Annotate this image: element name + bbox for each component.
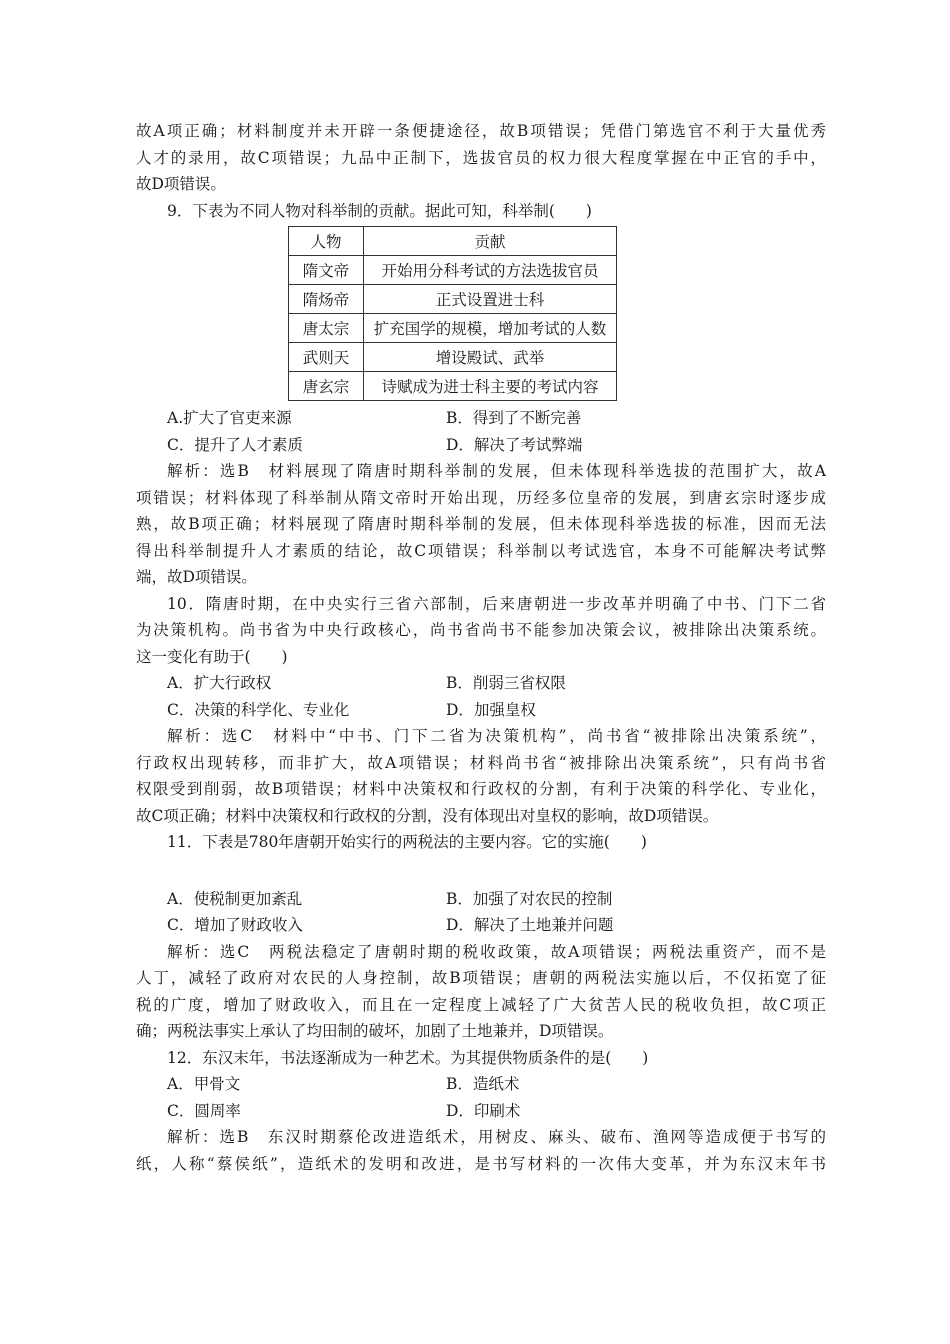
analysis-line: 确；两税法事实上承认了均田制的破坏，加剧了土地兼并，D项错误。 [136,1022,614,1040]
question-11 [136,829,826,1045]
option-b: B．造纸术 [446,1075,520,1093]
option-b: B．加强了对农民的控制 [446,889,613,908]
table-row [289,256,617,285]
analysis-line: 权限受到削弱，故B项错误；材料中决策权和行政权的分割，有利于决策的科学化、专业化， [136,780,826,798]
document-page [136,118,826,1177]
table-row [289,343,617,372]
analysis-line: 得出科举制提升人才素质的结论，故C项错误；科举制以考试选官，本身不可能解决考试弊 [136,541,826,560]
option-d: D．加强皇权 [446,700,536,719]
table-cell: 增设殿试、武举 [364,343,617,372]
table-row [289,314,617,343]
options-row [136,432,826,459]
options-row [136,886,826,913]
table-cell: 开始用分科考试的方法选拔官员 [364,256,617,285]
question-10 [136,591,826,830]
analysis-line: 解析：选C 材料中“中书、门下二省为决策机构”，尚书省“被排除出决策系统”， [167,727,826,745]
table-header-cell: 贡献 [364,227,617,256]
option-a: A．甲骨文 [167,1075,241,1093]
table-row [289,372,617,401]
analysis-line: 端，故D项错误。 [136,568,257,586]
table-cell: 隋炀帝 [289,285,364,314]
option-c: C．决策的科学化、专业化 [167,700,350,719]
option-c: C．圆周率 [167,1101,241,1120]
text-line: 故D项错误。 [136,175,226,193]
question-stem: 这一变化有助于( ) [136,647,288,666]
table-cell: 正式设置进士科 [364,285,617,314]
option-d: D．印刷术 [446,1101,521,1120]
analysis-line: 故C项正确；材料中决策权和行政权的分割，没有体现出对皇权的影响，故D项错误。 [136,806,719,825]
question-stem: 9．下表为不同人物对科举制的贡献。据此可知，科举制( ) [167,201,592,220]
option-d: D．解决了考试弊端 [446,435,583,454]
option-d: D．解决了土地兼并问题 [446,916,614,934]
table-cell: 诗赋成为进士科主要的考试内容 [364,372,617,401]
contribution-table [288,226,617,401]
analysis-line: 纸，人称“蔡侯纸”，造纸术的发明和改进，是书写材料的一次伟大变革，并为东汉末年书 [136,1154,826,1173]
missing-table-space [136,856,826,886]
options-row [136,1098,826,1125]
analysis-line: 税的广度，增加了财政收入，而且在一定程度上减轻了广大贫苦人民的税收负担，故C项正 [136,995,826,1014]
table-cell: 唐太宗 [289,314,364,343]
analysis-line: 人丁，减轻了政府对农民的人身控制，故B项错误；唐朝的两税法实施以后，不仅拓宽了征 [136,969,826,987]
table-header-row [289,227,617,256]
option-c: C．提升了人才素质 [167,435,303,454]
question-9 [136,198,826,591]
option-a: A．使税制更加紊乱 [167,889,303,908]
analysis-line: 行政权出现转移，而非扩大，故A项错误；材料尚书省“被排除出决策系统”，只有尚书省 [136,753,826,772]
text-line: 故A项正确；材料制度并未开辟一条便捷途径，故B项错误；凭借门第选官不利于大量优秀 [136,122,826,140]
table-header-cell: 人物 [289,227,364,256]
options-row [136,670,826,697]
options-row [136,405,826,432]
option-b: B．得到了不断完善 [446,409,582,427]
question-stem: 12．东汉末年，书法逐渐成为一种艺术。为其提供物质条件的是( ) [167,1048,649,1067]
option-c: C．增加了财政收入 [167,916,303,934]
analysis-line: 解析：选B 东汉时期蔡伦改进造纸术，用树皮、麻头、破布、渔网等造成便于书写的 [167,1128,826,1146]
table-cell: 武则天 [289,343,364,372]
table-cell: 扩充国学的规模，增加考试的人数 [364,314,617,343]
option-b: B．削弱三省权限 [446,674,566,692]
top-paragraph [136,118,826,198]
question-stem: 为决策机构。尚书省为中央行政核心，尚书省尚书不能参加决策会议，被排除出决策系统。 [136,621,826,639]
table-row [289,285,617,314]
question-stem: 11．下表是780年唐朝开始实行的两税法的主要内容。它的实施( ) [167,833,647,851]
table-cell: 唐玄宗 [289,372,364,401]
options-row [136,912,826,939]
analysis-line: 解析：选B 材料展现了隋唐时期科举制的发展，但未体现科举选拔的范围扩大，故A [167,462,826,480]
analysis-line: 项错误；材料体现了科举制从隋文帝时开始出现，历经多位皇帝的发展，到唐玄宗时逐步成 [136,488,826,507]
option-a: A.扩大了官吏来源 [167,409,292,427]
options-row [136,697,826,724]
question-12 [136,1045,826,1178]
analysis-line: 熟，故B项正确；材料展现了隋唐时期科举制的发展，但未体现科举选拔的标准，因而无法 [136,515,826,533]
options-row [136,1071,826,1098]
question-stem: 10．隋唐时期，在中央实行三省六部制，后来唐朝进一步改革并明确了中书、门下二省 [167,594,826,613]
analysis-line: 解析：选C 两税法稳定了唐朝时期的税收政策，故A项错误；两税法重资产，而不是 [167,942,826,961]
text-line: 人才的录用，故C项错误；九品中正制下，选拔官员的权力很大程度掌握在中正官的手中， [136,148,826,167]
option-a: A．扩大行政权 [167,674,272,692]
table-cell: 隋文帝 [289,256,364,285]
